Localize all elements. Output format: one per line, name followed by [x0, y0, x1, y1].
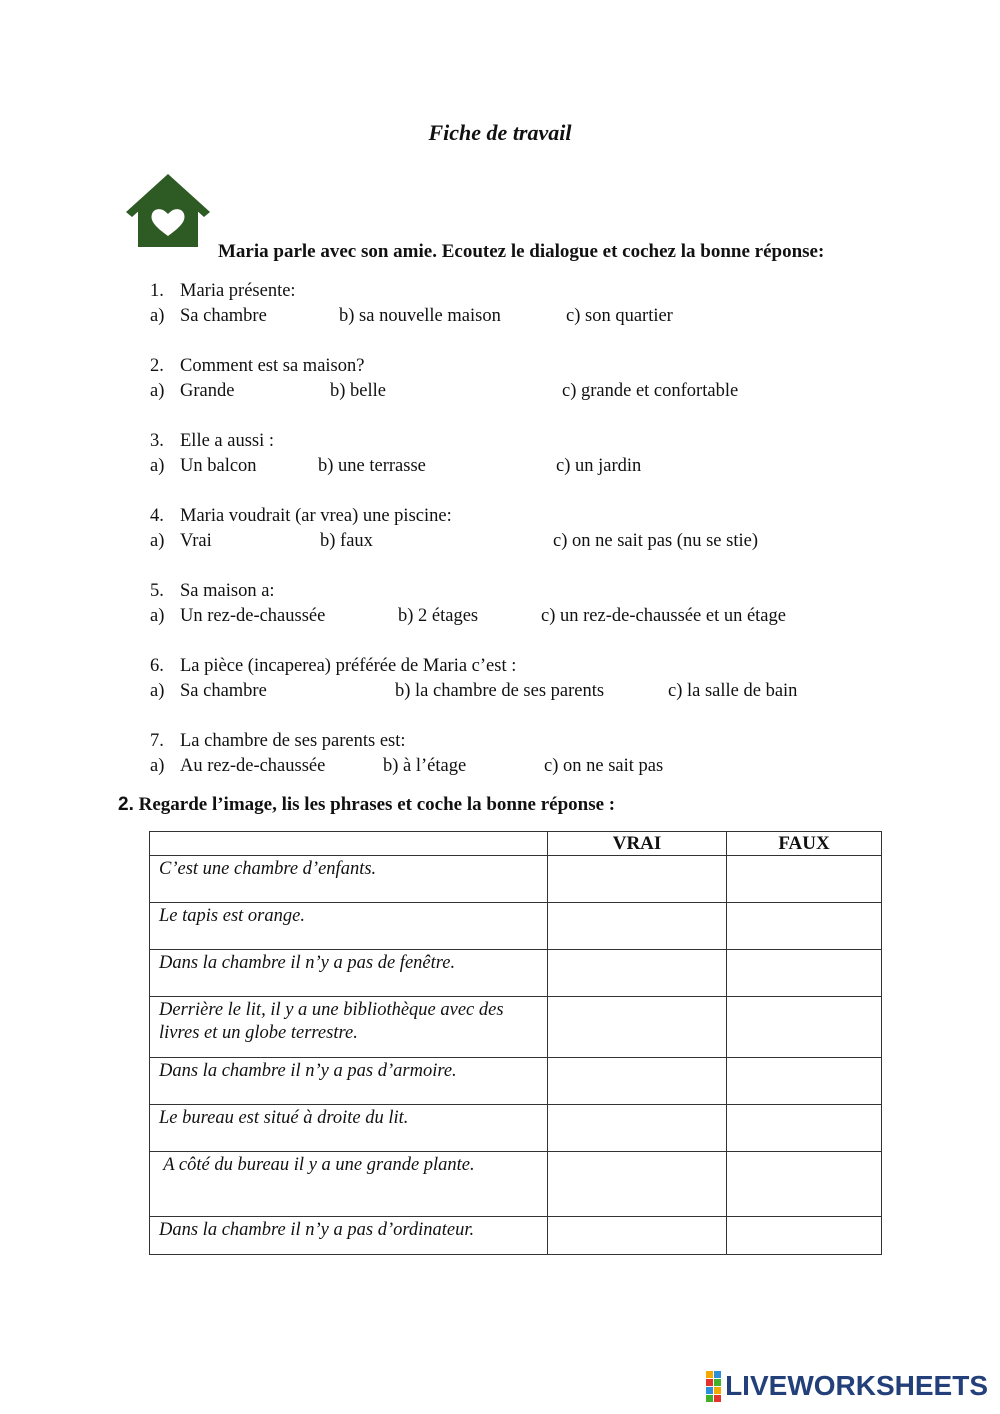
question-text: La pièce (incaperea) préférée de Maria c’est :: [180, 656, 517, 676]
answer-option[interactable]: Un balcon: [180, 456, 257, 476]
table-row: [150, 903, 882, 950]
vrai-checkbox-cell[interactable]: [548, 997, 727, 1058]
answer-option[interactable]: b) à l’étage: [383, 756, 467, 776]
answer-option[interactable]: c) un rez-de-chaussée et un étage: [541, 606, 786, 626]
question-2: [0, 356, 1000, 380]
answer-option[interactable]: b) belle: [330, 381, 386, 401]
vrai-checkbox-cell[interactable]: [548, 856, 727, 903]
true-false-table: [149, 831, 882, 1255]
option-letter: a): [150, 381, 165, 401]
vrai-checkbox-cell[interactable]: [548, 1152, 727, 1217]
vrai-checkbox-cell[interactable]: [548, 1058, 727, 1105]
page-title: Fiche de travail: [428, 120, 572, 145]
question-number: 7.: [150, 731, 164, 751]
faux-checkbox-cell[interactable]: [727, 1105, 882, 1152]
option-letter: a): [150, 306, 165, 326]
answer-options: [0, 606, 1000, 630]
section1-instruction: Maria parle avec son amie. Ecoutez le dialogue et cochez la bonne réponse:: [218, 241, 825, 262]
answer-option[interactable]: c) son quartier: [566, 306, 673, 326]
statement-cell: Dans la chambre il n’y a pas d’armoire.: [150, 1058, 548, 1105]
question-7: [0, 731, 1000, 755]
statement-cell: Le bureau est situé à droite du lit.: [150, 1105, 548, 1152]
answer-option[interactable]: c) un jardin: [556, 456, 642, 476]
answer-options: [0, 381, 1000, 405]
header-faux: FAUX: [727, 832, 882, 856]
faux-checkbox-cell[interactable]: [727, 1152, 882, 1217]
table-row: [150, 856, 882, 903]
answer-options: [0, 456, 1000, 480]
faux-checkbox-cell[interactable]: [727, 1217, 882, 1255]
option-letter: a): [150, 756, 165, 776]
answer-option[interactable]: Sa chambre: [180, 306, 267, 326]
answer-option[interactable]: b) 2 étages: [398, 606, 479, 626]
question-text: Maria présente:: [180, 281, 296, 301]
question-number: 2.: [150, 356, 164, 376]
section2-heading: [118, 794, 615, 816]
question-1: [0, 281, 1000, 305]
faux-checkbox-cell[interactable]: [727, 997, 882, 1058]
table-row: [150, 1105, 882, 1152]
answer-option[interactable]: c) on ne sait pas: [544, 756, 664, 776]
question-text: La chambre de ses parents est:: [180, 731, 406, 751]
table-row: [150, 950, 882, 997]
option-letter: a): [150, 606, 165, 626]
statement-cell: Dans la chambre il n’y a pas de fenêtre.: [150, 950, 548, 997]
vrai-checkbox-cell[interactable]: [548, 1217, 727, 1255]
answer-option[interactable]: c) on ne sait pas (nu se stie): [553, 531, 758, 551]
question-text: Maria voudrait (ar vrea) une piscine:: [180, 506, 452, 526]
question-3: [0, 431, 1000, 455]
faux-checkbox-cell[interactable]: [727, 856, 882, 903]
answer-option[interactable]: b) la chambre de ses parents: [395, 681, 605, 701]
section2-number: 2.: [118, 794, 134, 815]
header-statement: [150, 832, 548, 856]
answer-option[interactable]: Au rez-de-chaussée: [180, 756, 326, 776]
house-heart-icon: [124, 172, 212, 248]
answer-option[interactable]: b) faux: [320, 531, 373, 551]
statement-cell: Le tapis est orange.: [150, 903, 548, 950]
table-header-row: [150, 832, 882, 856]
question-number: 3.: [150, 431, 164, 451]
question-number: 4.: [150, 506, 164, 526]
question-number: 6.: [150, 656, 164, 676]
liveworksheets-logo: [706, 1370, 988, 1402]
header-vrai: VRAI: [548, 832, 727, 856]
table-row: [150, 1058, 882, 1105]
answer-options: [0, 681, 1000, 705]
answer-option[interactable]: Grande: [180, 381, 235, 401]
logo-text: LIVEWORKSHEETS: [725, 1370, 988, 1401]
faux-checkbox-cell[interactable]: [727, 950, 882, 997]
question-text: Sa maison a:: [180, 581, 275, 601]
question-4: [0, 506, 1000, 530]
faux-checkbox-cell[interactable]: [727, 1058, 882, 1105]
question-text: Elle a aussi :: [180, 431, 275, 451]
question-number: 1.: [150, 281, 164, 301]
answer-options: [0, 756, 1000, 780]
statement-cell: A côté du bureau il y a une grande plante.: [150, 1152, 548, 1217]
option-letter: a): [150, 456, 165, 476]
question-number: 5.: [150, 581, 164, 601]
answer-option[interactable]: b) sa nouvelle maison: [339, 306, 501, 326]
table-row: [150, 997, 882, 1058]
statement-cell: C’est une chambre d’enfants.: [150, 856, 548, 903]
logo-blocks-icon: [706, 1371, 721, 1402]
answer-options: [0, 531, 1000, 555]
answer-option[interactable]: Vrai: [180, 531, 212, 551]
statement-cell: Derrière le lit, il y a une bibliothèque avec des livres et un globe terrestre.: [150, 997, 548, 1058]
answer-option[interactable]: c) grande et confortable: [562, 381, 739, 401]
answer-option[interactable]: Un rez-de-chaussée: [180, 606, 326, 626]
option-letter: a): [150, 531, 165, 551]
vrai-checkbox-cell[interactable]: [548, 950, 727, 997]
section2-instruction: Regarde l’image, lis les phrases et coche la bonne réponse :: [138, 794, 616, 815]
statement-cell: Dans la chambre il n’y a pas d’ordinateur.: [150, 1217, 548, 1255]
answer-options: [0, 306, 1000, 330]
question-5: [0, 581, 1000, 605]
answer-option[interactable]: c) la salle de bain: [668, 681, 798, 701]
vrai-checkbox-cell[interactable]: [548, 903, 727, 950]
answer-option[interactable]: Sa chambre: [180, 681, 267, 701]
table-row: [150, 1152, 882, 1217]
question-6: [0, 656, 1000, 680]
answer-option[interactable]: b) une terrasse: [318, 456, 426, 476]
faux-checkbox-cell[interactable]: [727, 903, 882, 950]
vrai-checkbox-cell[interactable]: [548, 1105, 727, 1152]
option-letter: a): [150, 681, 165, 701]
table-row: [150, 1217, 882, 1255]
question-text: Comment est sa maison?: [180, 356, 365, 376]
